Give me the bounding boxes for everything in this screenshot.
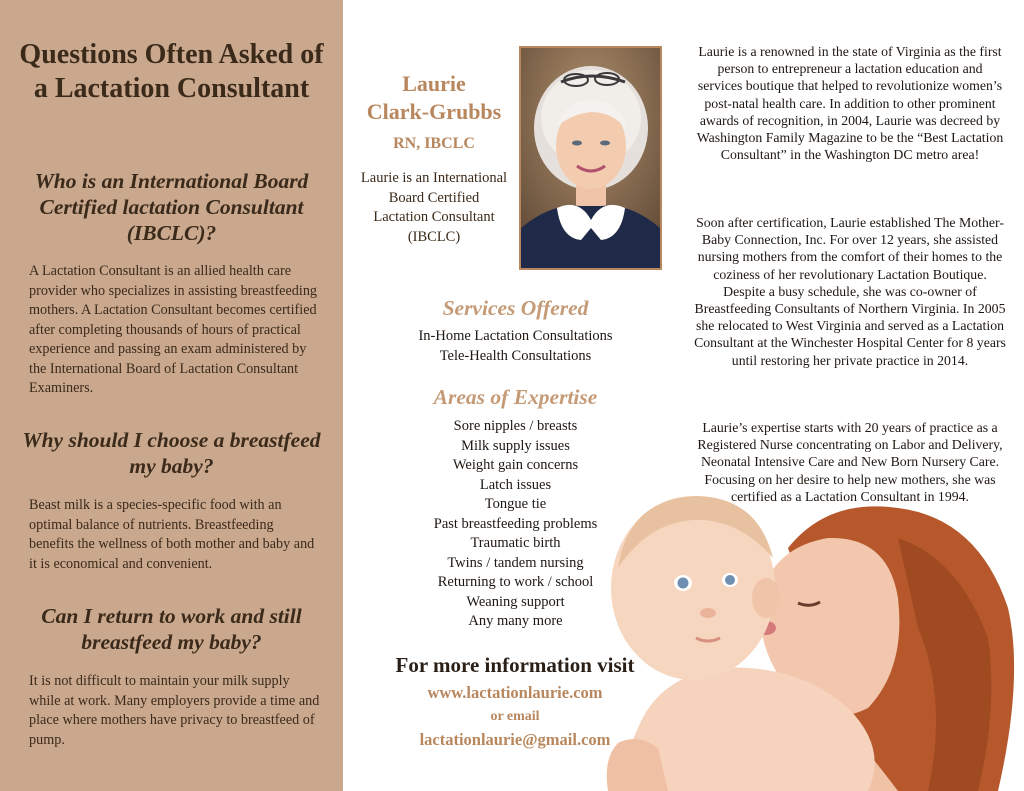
question-why-breastfeed-heading: Why should I choose a breastfeed my baby? [22, 428, 321, 478]
list-item: Sore nipples / breasts [453, 418, 578, 434]
or-email-label: or email [490, 709, 540, 724]
services-heading: Services Offered [442, 296, 589, 320]
mother-baby-photo [598, 478, 1024, 791]
list-item: Latch issues [479, 476, 552, 493]
list-item: Tongue tie [484, 496, 547, 512]
expertise-heading: Areas of Expertise [433, 385, 598, 409]
list-item: Traumatic birth [470, 535, 561, 551]
question-return-to-work-heading: Can I return to work and still breastfeed my baby? [41, 604, 302, 654]
list-item: Past breastfeeding problems [433, 515, 598, 532]
consultant-name-block [356, 70, 512, 156]
email-link[interactable]: lactationlaurie@gmail.com [419, 730, 611, 749]
website-link[interactable]: www.lactationlaurie.com [427, 683, 603, 702]
page-title: Questions Often Asked of a Lactation Consultant [19, 39, 324, 104]
list-item: Any many more [468, 613, 563, 629]
last-name: Clark-Grubbs [366, 99, 502, 124]
list-item: Twins / tandem nursing [447, 554, 584, 571]
bio-paragraph-2: Soon after certification, Laurie established The Mother-Baby Connection, Inc. For over 12 years, she assisted nursing mothers from the comfort of their homes to the coziness of her revolutionary Lactation Boutique. Despite a busy schedule, she was co-owner of Breastfeeding Consultants of Northern Virginia. In 2005 she relocated to West Virginia and served as a Lactation Consultant at the Winchester Hospital Center for 8 years until restoring her private practice in 2014. [694, 215, 1006, 368]
bio-paragraph-3: Laurie’s expertise starts with 20 years of practice as a Registered Nurse concentrating on Labor and Delivery, Neonatal Intensive Care and New Born Nursery Care. Focusing on her desire to help new mothers, she was certified as a Lactation Consultant in 1994. [697, 420, 1003, 504]
consultant-intro: Laurie is an International Board Certified Lactation Consultant (IBCLC) [360, 170, 508, 245]
list-item: In-Home Lactation Consultations [418, 328, 613, 344]
answer-return-to-work: It is not difficult to maintain your milk supply while at work. Many employers provide a time and place where mothers have privacy to breastfeed of pump. [29, 673, 320, 748]
list-item: Tele-Health Consultations [439, 347, 592, 364]
credentials: RN, IBCLC [393, 135, 475, 152]
answer-why-breastfeed: Beast milk is a species-specific food with an optimal balance of nutrients. Breastfeeding benefits the wellness of both mother and baby and it is economical and convenient. [29, 497, 315, 572]
question-ibclc-heading: Who is an International Board Certified lactation Consultant (IBCLC)? [34, 169, 309, 245]
first-name: Laurie [402, 71, 466, 96]
bio-paragraph-1: Laurie is a renowned in the state of Virginia as the first person to entrepreneur a lactation education and services boutique that helped to revolutionize women’s post-natal health care. In addition to other prominent awards of recognition, in 2004, Laurie was decreed by Washington Family Magazine to be the “Best Lactation Consultant” in the Washington DC metro area! [696, 44, 1004, 163]
more-info-heading: For more information visit [395, 653, 635, 677]
services-list [388, 327, 643, 366]
list-item: Weaning support [466, 593, 565, 610]
list-item: Weight gain concerns [452, 457, 579, 473]
consultant-portrait [519, 46, 662, 270]
list-item: Milk supply issues [461, 437, 570, 454]
answer-ibclc: A Lactation Consultant is an allied health care provider who specializes in assisting breastfeeding mothers. A Lactation Consultant becomes certified after completing thousands of hours of practical experience and passing an exam administered by the International Board of Lactation Consultant Examiners. [29, 263, 318, 396]
portrait-illustration [521, 48, 660, 268]
list-item: Returning to work / school [437, 574, 594, 590]
